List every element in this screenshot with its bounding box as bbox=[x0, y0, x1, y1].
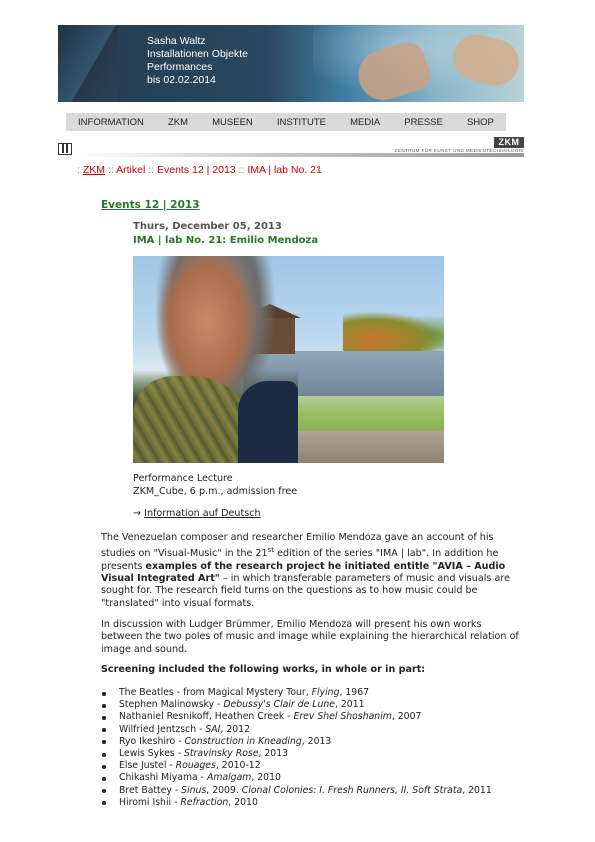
work-year: , 2010-12 bbox=[215, 760, 261, 772]
event-date: Thurs, December 05, 2013 bbox=[133, 221, 282, 232]
zkm-logo[interactable]: ZKM bbox=[494, 137, 524, 148]
list-item bbox=[101, 687, 541, 699]
banner-line: Sasha Waltz bbox=[147, 35, 206, 47]
work-year: , 2011 bbox=[462, 784, 492, 796]
breadcrumb-separator: :: bbox=[148, 164, 155, 176]
list-item bbox=[101, 785, 541, 797]
work-credit: Else Justel - bbox=[119, 760, 176, 772]
header-divider bbox=[78, 153, 524, 157]
nav-item-shop[interactable]: SHOP bbox=[466, 116, 494, 128]
work-title: Debussy's Clair de Lune bbox=[223, 699, 335, 711]
nav-item-information[interactable]: INFORMATION bbox=[78, 116, 144, 128]
nav-item-institute[interactable]: INSTITUTE bbox=[276, 116, 326, 128]
german-info-link[interactable]: Information auf Deutsch bbox=[144, 508, 261, 519]
work-year: , 2013 bbox=[258, 748, 289, 760]
info-link-row bbox=[133, 508, 261, 520]
work-credit: Hiromi Ishii - bbox=[119, 796, 181, 808]
works-list bbox=[101, 687, 541, 809]
nav-item-presse[interactable]: PRESSE bbox=[404, 116, 443, 128]
breadcrumb-item-current: IMA | lab No. 21 bbox=[247, 164, 322, 176]
list-item bbox=[101, 711, 541, 723]
work-title: Sinus bbox=[181, 784, 207, 796]
banner-line: Installationen Objekte bbox=[147, 48, 248, 60]
breadcrumb-separator: :: bbox=[238, 164, 245, 176]
list-item bbox=[101, 724, 541, 736]
work-credit: Ryo Ikeshiro - bbox=[119, 735, 185, 747]
work-credit: Wilfried Jentzsch - bbox=[119, 723, 206, 735]
work-year: , 2009. bbox=[206, 784, 242, 796]
work-title: Clonal Colonies: I. Fresh Runners, II. Soft Strata bbox=[241, 784, 463, 796]
screening-heading: Screening included the following works, in whole or in part: bbox=[101, 664, 426, 675]
list-item bbox=[101, 772, 541, 784]
zkm-header-bar bbox=[58, 137, 524, 157]
arrow-right-icon: → bbox=[133, 508, 142, 519]
work-year: , 2013 bbox=[301, 735, 332, 747]
work-year: , 2012 bbox=[220, 723, 250, 735]
para1-bold: examples of the research project he initiated entitle "AVIA – Audio Visual Integrated Art" bbox=[101, 560, 506, 585]
para1-text-b: edition of the series "IMA | lab". In addition he presents bbox=[101, 548, 499, 572]
banner-line: Performances bbox=[147, 61, 213, 73]
photo-trees bbox=[343, 311, 444, 353]
museum-m-icon[interactable] bbox=[58, 143, 72, 155]
work-credit: Stephen Malinowsky - bbox=[119, 699, 224, 711]
lecture-label: Performance Lecture bbox=[133, 473, 233, 484]
nav-item-museen[interactable]: MUSEEN bbox=[212, 116, 253, 128]
discussion-paragraph: In discussion with Ludger Brümmer, Emilio Mendoza will present his own works between the two poles of music and image while explaining the hierarchical relation of image and sound. bbox=[101, 619, 519, 655]
breadcrumb-separator: :: bbox=[107, 164, 114, 176]
photo-path bbox=[283, 431, 444, 463]
work-credit: Chikashi Miyama - bbox=[119, 772, 207, 784]
list-item bbox=[101, 797, 541, 809]
zkm-tagline: ZENTRUM FÜR KUNST UND MEDIENTECHNOLOGIE bbox=[394, 148, 524, 153]
work-year: , 2007 bbox=[391, 711, 422, 723]
work-title: Erev Shel Shoshanim bbox=[293, 711, 392, 723]
list-item bbox=[101, 736, 541, 748]
breadcrumb bbox=[77, 164, 322, 176]
work-credit: Nathaniel Resnikoff, Heathen Creek - bbox=[119, 711, 294, 723]
work-credit: Bret Battey - bbox=[119, 784, 182, 796]
banner-line: bis 02.02.2014 bbox=[147, 74, 216, 86]
breadcrumb-prefix: : bbox=[77, 164, 80, 176]
portrait-photo bbox=[133, 256, 444, 463]
list-item bbox=[101, 699, 541, 711]
work-year: , 2010 bbox=[251, 772, 281, 784]
work-title: Rouages bbox=[175, 760, 216, 772]
work-title: SAI bbox=[205, 723, 221, 735]
para1-text-c: – in which transferable parameters of music and visuals are sought for. The research field turns on the questions as to how music could be "translated" into visual formats. bbox=[101, 573, 510, 609]
work-title: Flying bbox=[311, 687, 340, 698]
list-item bbox=[101, 748, 541, 760]
para1-text-a: The Venezuelan composer and researcher Emilio Mendoza gave an account of his studies on "Visual-Music" in the 21 bbox=[101, 532, 494, 560]
breadcrumb-item-zkm[interactable]: ZKM bbox=[82, 164, 106, 176]
breadcrumb-item-artikel[interactable]: Artikel bbox=[116, 164, 146, 176]
breadcrumb-item-events[interactable]: Events 12 | 2013 bbox=[157, 164, 236, 176]
work-title: Stravinsky Rose bbox=[184, 748, 259, 760]
work-year: , 2010 bbox=[228, 796, 258, 808]
description-paragraph bbox=[101, 532, 521, 610]
lecture-details: ZKM_Cube, 6 p.m., admission free bbox=[133, 486, 298, 497]
work-year: , 1967 bbox=[339, 687, 370, 698]
event-title: IMA | lab No. 21: Emilio Mendoza bbox=[133, 235, 319, 246]
work-title: Construction in Kneading bbox=[184, 735, 302, 747]
banner-text bbox=[147, 35, 248, 87]
para1-sup: st bbox=[267, 546, 275, 555]
main-navigation bbox=[66, 113, 506, 131]
photo-jacket bbox=[238, 381, 298, 463]
list-item bbox=[101, 760, 541, 772]
work-credit: Lewis Sykes - bbox=[119, 748, 185, 760]
nav-item-media[interactable]: MEDIA bbox=[350, 116, 381, 128]
work-year: , 2011 bbox=[334, 699, 365, 711]
work-title: Refraction bbox=[180, 796, 229, 808]
exhibition-banner[interactable] bbox=[58, 25, 524, 102]
banner-graphic-stripe bbox=[58, 25, 118, 102]
nav-item-zkm[interactable]: ZKM bbox=[167, 116, 189, 128]
section-title-link[interactable]: Events 12 | 2013 bbox=[101, 199, 200, 211]
work-credit: The Beatles - from Magical Mystery Tour, bbox=[119, 687, 312, 698]
work-title: Amalgam bbox=[206, 772, 252, 784]
